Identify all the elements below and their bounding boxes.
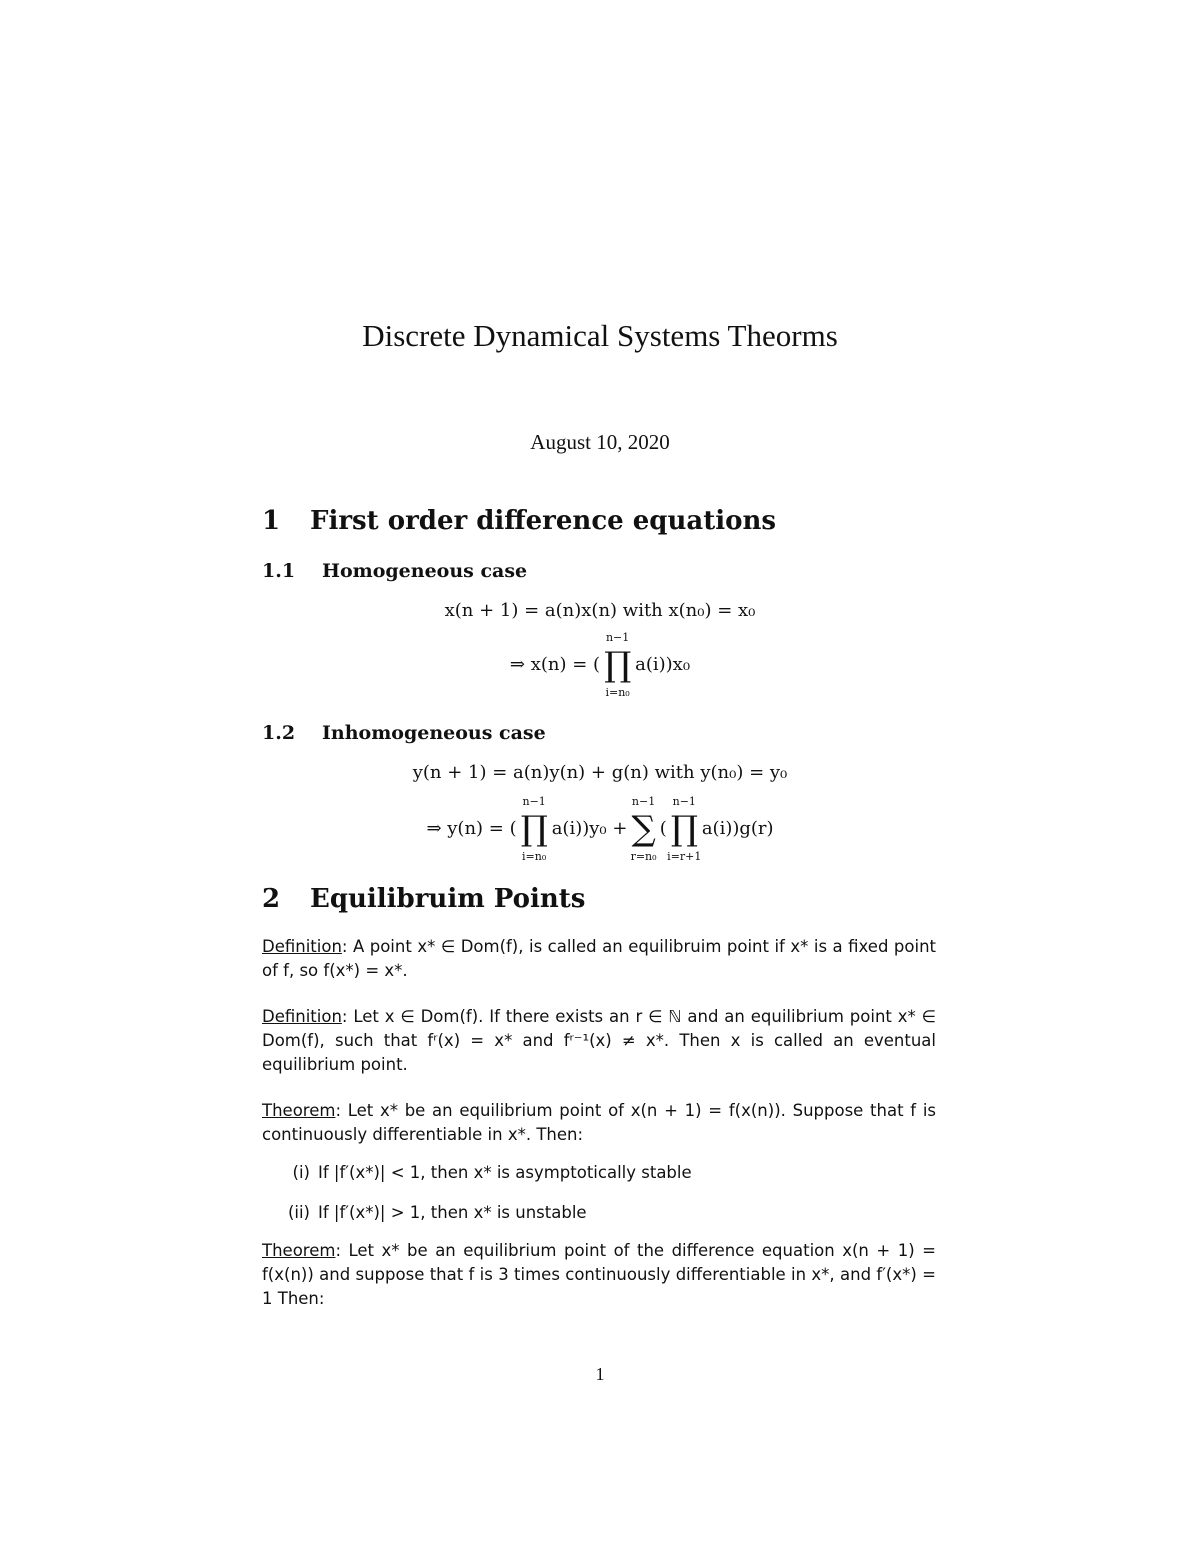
document-title: Discrete Dynamical Systems Theorms bbox=[362, 318, 838, 353]
homogeneous-solution-lhs: ⇒ x(n) = ( bbox=[509, 654, 601, 675]
subsection-1-1-heading bbox=[262, 560, 527, 582]
subsection-1-2-number: 1.2 bbox=[262, 722, 296, 744]
sum-operator: ∑ n−1 r=n₀ bbox=[630, 795, 657, 863]
definition-label: Definition bbox=[262, 937, 342, 956]
homogeneous-equation: x(n + 1) = a(n)x(n) with x(n₀) = x₀ bbox=[444, 600, 756, 621]
definition-text: : A point x* ∈ Dom(f), is called an equilibruim point if x* is a fixed point of f, so f(x*) = x*. bbox=[262, 937, 936, 980]
product-operator-1: ∏ n−1 i=n₀ bbox=[520, 795, 548, 863]
inhomogeneous-solution bbox=[0, 795, 1200, 863]
product-operator-2: ∏ n−1 i=r+1 bbox=[667, 795, 702, 863]
theorem-stability bbox=[262, 1099, 936, 1147]
product-2-upper-limit: n−1 bbox=[672, 795, 696, 808]
inhomogeneous-equation: y(n + 1) = a(n)y(n) + g(n) with y(n₀) = y₀ bbox=[412, 762, 788, 783]
section-1-title: First order difference equations bbox=[310, 506, 776, 536]
product-lower-limit: i=n₀ bbox=[605, 686, 630, 699]
list-item bbox=[272, 1201, 936, 1225]
sum-lower-limit: r=n₀ bbox=[630, 850, 657, 863]
subsection-1-1-number: 1.1 bbox=[262, 560, 296, 582]
definition-text: : Let x ∈ Dom(f). If there exists an r ∈ ℕ and an equilibrium point x* ∈ Dom(f), such that fʳ(x) = x* and fʳ⁻¹(x) ≠ x*. Then x is called an eventual equilibrium point. bbox=[262, 1007, 936, 1074]
subsection-1-1-title: Homogeneous case bbox=[322, 560, 528, 582]
inhomogeneous-open-paren: ( bbox=[659, 818, 667, 839]
definition-equilibrium-point bbox=[262, 935, 936, 983]
theorem-text: : Let x* be an equilibrium point of the difference equation x(n + 1) = f(x(n)) and suppose that f is 3 times continuously differentiable in x*, and f′(x*) = 1 Then: bbox=[262, 1241, 936, 1308]
theorem-label: Theorem bbox=[262, 1101, 336, 1120]
section-2-number: 2 bbox=[262, 884, 281, 914]
homogeneous-solution-rhs: a(i))x₀ bbox=[635, 654, 691, 675]
list-item bbox=[272, 1161, 936, 1185]
section-2-heading bbox=[262, 884, 585, 914]
product-operator: ∏ n−1 i=n₀ bbox=[604, 631, 632, 699]
subsection-1-2-title: Inhomogeneous case bbox=[322, 722, 546, 744]
document-date: August 10, 2020 bbox=[530, 430, 670, 454]
theorem-nonhyperbolic bbox=[262, 1239, 936, 1311]
section-2-title: Equilibruim Points bbox=[310, 884, 586, 914]
definition-label: Definition bbox=[262, 1007, 342, 1026]
product-upper-limit: n−1 bbox=[605, 631, 630, 644]
homogeneous-solution bbox=[0, 631, 1200, 699]
list-item-text: If |f′(x*)| > 1, then x* is unstable bbox=[318, 1203, 587, 1222]
page-number: 1 bbox=[595, 1364, 605, 1384]
definition-eventual-equilibrium bbox=[262, 1005, 936, 1077]
list-item-marker: (ii) bbox=[287, 1203, 310, 1222]
section-1-heading bbox=[262, 506, 776, 536]
product-1-upper-limit: n−1 bbox=[522, 795, 546, 808]
inhomogeneous-solution-lhs: ⇒ y(n) = ( bbox=[426, 818, 517, 839]
product-1-lower-limit: i=n₀ bbox=[522, 850, 547, 863]
theorem-label: Theorem bbox=[262, 1241, 336, 1260]
list-item-text: If |f′(x*)| < 1, then x* is asymptotically stable bbox=[318, 1163, 692, 1182]
sum-upper-limit: n−1 bbox=[631, 795, 656, 808]
product-2-lower-limit: i=r+1 bbox=[667, 850, 702, 863]
theorem-text: : Let x* be an equilibrium point of x(n + 1) = f(x(n)). Suppose that f is continuously differentiable in x*. Then: bbox=[262, 1101, 936, 1144]
list-item-marker: (i) bbox=[292, 1163, 310, 1182]
subsection-1-2-heading bbox=[262, 722, 546, 744]
inhomogeneous-solution-rhs: a(i))g(r) bbox=[701, 818, 774, 839]
inhomogeneous-solution-mid: a(i))y₀ + bbox=[551, 818, 628, 839]
section-1-number: 1 bbox=[262, 506, 281, 536]
